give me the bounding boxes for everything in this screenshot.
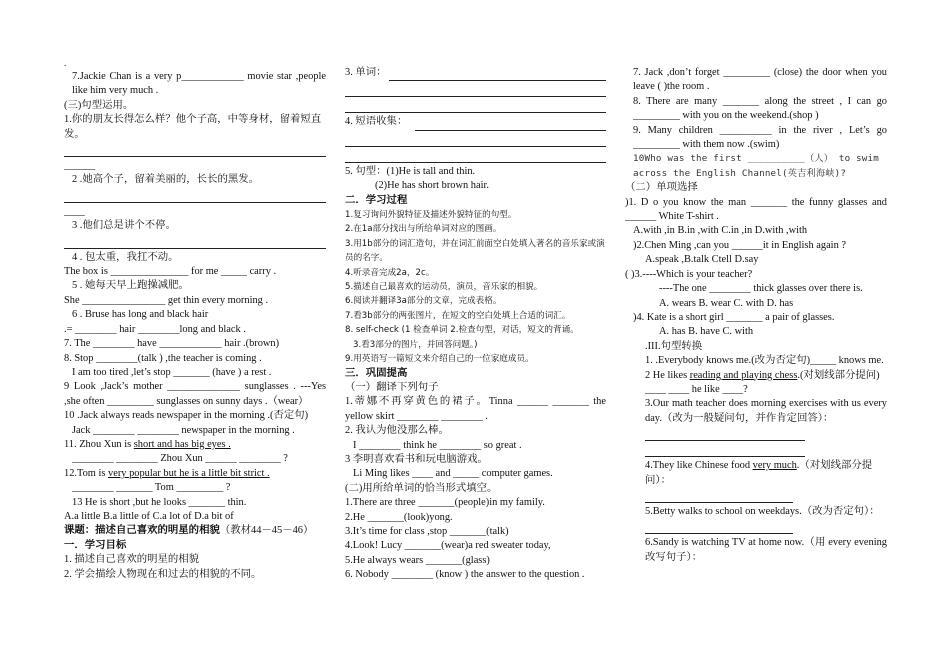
sentence-5-en: She ________________ get thin every morning .	[64, 294, 269, 306]
sentence-12-underlined: very popular but he is a little bit strict .	[108, 467, 270, 479]
process-step-1: 1.复习询问外貌特征及描述外貌特征的句型。	[345, 210, 517, 221]
process-heading: 二．学习过程	[345, 194, 408, 206]
mc-3-b: ----The one ________ thick glasses over there is.	[659, 283, 863, 295]
sentence-10-answer: Jack ________ ________ newspaper in the morning .	[72, 424, 295, 436]
answer-line	[389, 67, 606, 81]
fill-7: 7. Jack ,don’t forget _________ (close) the door when you leave ( )the room .	[633, 67, 887, 93]
transform-4	[625, 459, 887, 488]
process-step-6: 6.阅读并翻译3a部分的文章，完成表格。	[345, 296, 502, 307]
answer-line	[345, 149, 606, 163]
fill-10: 10Who was the first __________（人） to swim across the English Channel(英吉利海峡)?	[633, 153, 879, 179]
translate-2: 2. 我认为他没那么棒。	[345, 425, 449, 437]
sentence-1-tail: ______	[64, 160, 96, 172]
transform-2	[625, 369, 887, 383]
mc-4: )4. Kate is a short girl _______ a pair of glasses.	[633, 311, 835, 323]
lesson-topic	[64, 524, 326, 538]
process-step-9: 9.用英语写一篇短文来介绍自己的一位家庭成员。	[345, 354, 534, 365]
sentence-13-options: A.a little B.a little of C.a lot of D.a bit of	[64, 510, 234, 522]
topic-reference: （教材44－45－46）	[219, 525, 314, 537]
answer-line	[645, 427, 805, 441]
fill-5: 5.He always wears _______(glass)	[345, 554, 490, 566]
translate-heading: （一）翻译下列句子	[345, 381, 439, 393]
transform-2-answer: ____ ____ he like ____?	[645, 383, 748, 395]
transform-1: 1. .Everybody knows me.(改为否定句)_____ knows me.	[645, 355, 884, 367]
transform-2-text: 2 He likes	[645, 369, 690, 381]
answer-line	[64, 143, 326, 157]
sentence-11-answer: ________ ________ Zhou Xun ______ ________ ?	[72, 453, 288, 465]
sentence-11-text: 11. Zhou Xun is	[64, 438, 134, 450]
translate-3: 3 李明喜欢看书和玩电脑游戏。	[345, 453, 488, 465]
sentence-13: 13 He is short ,but he looks _______ thin.	[72, 496, 247, 508]
transform-2-instruction: .(对划线部分提问)	[797, 369, 880, 381]
sentence-3: 3 .他们总是讲个不停。	[72, 220, 176, 232]
transform-4-underlined: very much	[752, 460, 797, 472]
fill-heading: (二)用所给单词的恰当形式填空。	[345, 482, 498, 494]
question-7: 7.Jackie Chan is a very p____________ movie star ,people like him very much .	[72, 71, 326, 97]
translate-2-en: I ________ think he ________ so great .	[353, 439, 522, 451]
answer-line	[645, 520, 793, 534]
transform-5: 5.Betty walks to school on weekdays.（改为否定句）：	[645, 505, 880, 517]
column-1	[64, 62, 326, 582]
process-step-7: 7.看3b部分的两张图片，在短文的空白处填上合适的词汇。	[345, 310, 571, 321]
answer-line	[645, 489, 793, 503]
goal-1: 1. 描述自己喜欢的明星的相貌	[64, 554, 200, 566]
sentence-4-en: The box is _______________ for me _____ carry .	[64, 266, 277, 278]
sentence-2-tail: ____	[64, 205, 85, 217]
answer-line	[345, 99, 606, 113]
multiple-choice-heading: （二）单项选择	[625, 182, 698, 194]
mc-3: ( )3.----Which is your teacher?	[625, 268, 753, 280]
stray-dot: .	[64, 58, 67, 68]
fill-8: 8. There are many _______ along the street , I can go _________ with you on the weekend.(shop )	[633, 95, 887, 122]
sentence-6-en: .= ________ hair ________long and black .	[64, 323, 246, 335]
sentence-9: 9 Look ,Jack’s mother ______________ sunglasses . ---Yes ,she often _________ sunglasses on sunny days .（wear）	[64, 381, 326, 407]
transform-2-underlined: reading and playing chess	[689, 369, 798, 381]
sentence-4: 4 . 包太重，我扛不动。	[72, 251, 179, 263]
goals-heading: 一．学习目标	[64, 539, 127, 551]
answer-line	[415, 117, 606, 131]
sentence-11-underlined: short and has big eyes .	[133, 438, 231, 450]
goal-2: 2. 学会描绘人物现在和过去的相貌的不同。	[64, 568, 262, 580]
sentence-12-answer: ________ _______ Tom _________ ?	[72, 482, 231, 494]
answer-line	[345, 83, 606, 97]
process-step-5: 5.描述自己最喜欢的运动员，演员，音乐家的相貌。	[345, 282, 543, 293]
sentence-8a: 8. Stop ________(talk ) ,the teacher is coming .	[64, 352, 262, 364]
goal-5-sentence-b: (2)He has short brown hair.	[375, 180, 489, 192]
column-2	[345, 62, 606, 583]
sentence-1: 1.你的朋友长得怎么样？他个子高，中等身材，留着短直发。	[64, 114, 322, 140]
process-step-4: 4.听录音完成2a，2c。	[345, 267, 435, 278]
sentence-5: 5 . 她每天早上跑操减肥。	[72, 280, 189, 292]
transform-3: 3.Our math teacher does morning exercises with us every day.（改为一般疑问句，并作肯定回答）：	[645, 398, 887, 424]
translate-1: 1.蒂娜不再穿黄色的裙子。Tinna ______ _______ the yellow skirt ________ ________ .	[345, 396, 606, 422]
sentence-8b: I am too tired ,let’s stop _______ (have ) a rest .	[72, 366, 272, 378]
fill-9: 9. Many children __________ in the river , Let’s go _________ with them now .(swim)	[633, 124, 887, 151]
mc-4-options: A. has B. have C. with	[659, 326, 754, 338]
process-step-2: 2.在1a部分找出与所给单词对应的图画。	[345, 224, 502, 235]
mc-2: )2.Chen Ming ,can you ______it in English again ?	[633, 239, 846, 251]
column-3	[625, 62, 887, 565]
topic-title: 课题：描述自己喜欢的明星的相貌	[64, 525, 220, 537]
goal-5-sentences: 5. 句型：(1)He is tall and thin.	[345, 165, 476, 177]
fill-2: 2.He _______(look)yong.	[345, 511, 453, 523]
fill-6: 6. Nobody ________ (know ) the answer to the question .	[345, 569, 585, 581]
sentence-6: 6 . Bruse has long and black hair	[72, 309, 209, 321]
process-step-8b: 3.看3部分的图片，并回答问题。)	[353, 339, 478, 350]
sentence-7: 7. The ________ have ____________ hair .(brown)	[64, 338, 280, 350]
section-3-heading: (三)句型运用。	[64, 99, 134, 111]
translate-3-en: Li Ming likes ____ and _____ computer games.	[353, 468, 553, 480]
sentence-11	[64, 438, 326, 452]
consolidate-heading: 三．巩固提高	[345, 367, 408, 379]
transform-4-text: 4.They like Chinese food	[645, 460, 753, 472]
transform-4-instruction: .（对划线部分提问）：	[645, 460, 873, 486]
process-step-8: 8. self-check (1 检查单词 2.检查句型，对话，短文的背诵。	[345, 325, 579, 336]
process-step-3: 3.用1b部分的词汇造句，并在词汇前面空白处填入著名的音乐家或演员的名字。	[345, 238, 605, 264]
sentence-2: 2 .她高个子，留着美丽的，长长的黑发。	[72, 174, 260, 186]
transform-heading: .III.句型转换	[645, 340, 703, 352]
fill-4: 4.Look! Lucy _______(wear)a red sweater today,	[345, 540, 551, 552]
mc-1: )1. D o you know the man _______ the funny glasses and ______ White T-shirt .	[625, 196, 887, 223]
mc-3-options: A. wears B. wear C. with D. has	[659, 297, 794, 309]
goal-3-label: 3. 单词：	[345, 67, 387, 78]
mc-1-options: A.with ,in B.in ,with C.in ,in D.with ,with	[633, 225, 808, 237]
answer-line	[345, 133, 606, 147]
sentence-12	[64, 467, 326, 481]
mc-2-options: A.speak ,B.talk Ctell D.say	[645, 254, 759, 266]
answer-line	[645, 443, 805, 457]
answer-line	[64, 235, 326, 249]
fill-3: 3.It’s time for class ,stop _______(talk)	[345, 525, 509, 537]
answer-line	[64, 189, 326, 203]
fill-1: 1.There are three _______(people)in my family.	[345, 497, 545, 509]
goal-4-label: 4. 短语收集：	[345, 116, 408, 128]
sentence-12-text: 12.Tom is	[64, 467, 109, 479]
sentence-10: 10 .Jack always reads newspaper in the morning .(否定句)	[64, 410, 309, 422]
transform-6: 6.Sandy is watching TV at home now.（用 every evening改写句子）：	[645, 537, 887, 563]
